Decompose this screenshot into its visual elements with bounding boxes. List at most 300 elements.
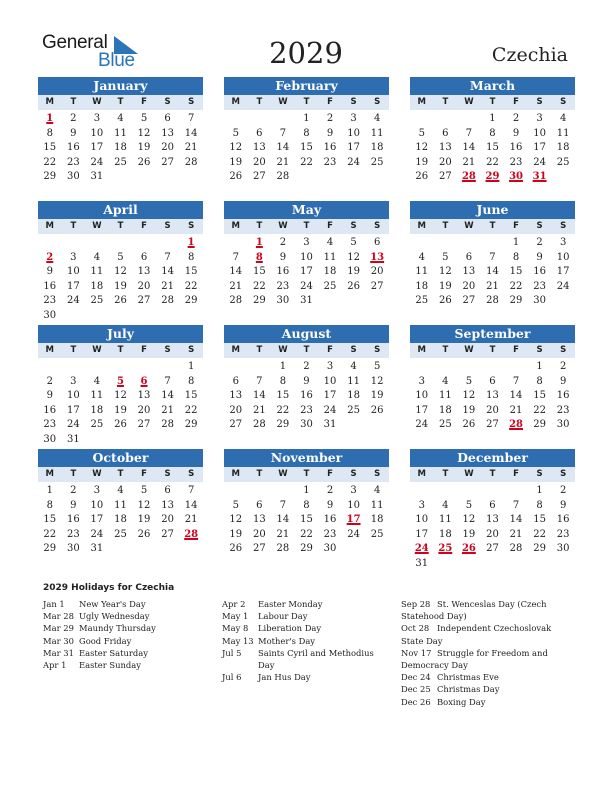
weekday-label: F <box>141 221 147 231</box>
day-cell: 3 <box>70 375 77 387</box>
month-title: July <box>38 325 203 343</box>
day-cell: 29 <box>509 295 523 307</box>
day-cell: 23 <box>300 404 313 416</box>
holiday-date: Apr 2 <box>222 599 246 609</box>
week-row <box>38 309 203 324</box>
week-row <box>410 236 575 251</box>
week-row <box>224 389 389 404</box>
day-cell <box>156 433 180 448</box>
day-cell: 13 <box>462 266 476 278</box>
day-cell: 25 <box>114 156 127 168</box>
day-cell: 14 <box>184 499 198 511</box>
day-cell: 31 <box>415 557 429 569</box>
holiday-entry <box>43 610 213 622</box>
day-cell: 1 <box>303 113 310 124</box>
day-cell: 6 <box>164 113 171 124</box>
day-cell: 5 <box>232 499 239 511</box>
day-cell: 12 <box>415 142 429 154</box>
day-cell: 2 <box>326 113 334 124</box>
day-cell <box>179 170 203 185</box>
day-cell: 14 <box>276 142 290 154</box>
day-cell: 9 <box>536 251 543 263</box>
week-row <box>410 294 575 309</box>
day-cell: 30 <box>323 543 337 555</box>
day-cell: 20 <box>137 404 151 416</box>
day-cell: 10 <box>415 390 429 402</box>
week-row <box>224 404 389 419</box>
day-cell: 2 <box>326 485 334 496</box>
weekday-label: W <box>278 221 288 231</box>
day-cell: 30 <box>556 419 570 431</box>
day-cell: 18 <box>114 514 127 526</box>
day-cell: 8 <box>536 499 543 511</box>
day-cell: 14 <box>509 514 523 526</box>
month-april <box>38 201 203 324</box>
day-cell: 19 <box>462 404 476 416</box>
day-cell <box>156 170 180 185</box>
day-cell: 30 <box>556 543 570 555</box>
day-cell: 25 <box>114 528 127 540</box>
week-row <box>224 156 389 171</box>
day-cell: 7 <box>512 499 520 511</box>
day-cell: 13 <box>486 390 499 402</box>
day-cell: 7 <box>164 375 171 387</box>
month-september <box>410 325 575 433</box>
week-row <box>38 360 203 375</box>
week-row <box>410 542 575 557</box>
day-cell: 4 <box>350 361 357 372</box>
weekday-label: T <box>489 345 496 355</box>
day-cell: 24 <box>533 156 546 168</box>
week-row <box>224 513 389 528</box>
week-row <box>410 557 575 572</box>
day-cell: 29 <box>533 419 546 431</box>
day-cell: 20 <box>370 266 384 278</box>
holiday-date: May 13 <box>222 635 254 646</box>
day-cell: 25 <box>90 295 104 307</box>
day-cell <box>551 294 575 309</box>
weekday-header <box>224 343 389 358</box>
day-cell <box>342 170 366 185</box>
day-cell: 16 <box>323 514 337 526</box>
day-cell: 9 <box>326 499 334 511</box>
day-cell: 3 <box>350 113 357 124</box>
day-cell <box>62 309 86 324</box>
day-cell: 21 <box>184 514 198 526</box>
week-row <box>224 112 389 127</box>
day-cell: 4 <box>559 113 567 124</box>
day-cell: 4 <box>418 251 425 263</box>
week-row <box>224 170 389 185</box>
weekday-label: T <box>117 97 124 107</box>
month-october <box>38 449 203 557</box>
day-cell: 10 <box>300 251 313 263</box>
day-cell: 17 <box>415 528 429 540</box>
day-cell: 27 <box>438 171 452 183</box>
weekday-label: W <box>464 97 474 107</box>
day-cell: 23 <box>509 156 523 168</box>
day-cell: 9 <box>326 127 334 139</box>
weekday-label: M <box>45 345 55 355</box>
day-cell: 12 <box>137 127 151 139</box>
day-cell: 7 <box>187 485 195 496</box>
day-cell <box>504 484 528 499</box>
day-cell: 28 <box>509 543 523 555</box>
weekday-label: S <box>188 97 195 107</box>
day-cell <box>410 484 434 499</box>
day-cell: 6 <box>256 127 263 139</box>
day-cell: 3 <box>418 375 425 387</box>
week-row <box>38 433 203 448</box>
day-cell: 25 <box>415 295 429 307</box>
day-cell: 4 <box>93 375 101 387</box>
holiday-day-cell: 1 <box>187 237 195 248</box>
weekday-label: W <box>92 97 102 107</box>
day-cell <box>365 542 389 557</box>
week-row <box>38 484 203 499</box>
weekday-label: M <box>45 97 55 107</box>
day-cell: 12 <box>229 142 243 154</box>
day-cell: 12 <box>114 266 127 278</box>
day-cell: 6 <box>489 375 496 387</box>
week-row <box>224 375 389 390</box>
day-cell: 3 <box>93 485 101 496</box>
week-row <box>38 294 203 309</box>
day-cell: 22 <box>509 280 523 292</box>
day-cell: 19 <box>370 390 384 402</box>
week-row <box>410 265 575 280</box>
day-cell: 18 <box>323 266 337 278</box>
weekday-label: F <box>327 221 333 231</box>
week-row <box>224 251 389 266</box>
day-cell: 23 <box>276 280 290 292</box>
holiday-name: Independent Czechoslovak State Day <box>401 623 552 646</box>
week-row <box>38 404 203 419</box>
weekday-header <box>38 219 203 234</box>
weekday-header <box>224 219 389 234</box>
day-cell: 29 <box>43 171 57 183</box>
day-cell: 24 <box>66 295 80 307</box>
day-cell: 16 <box>323 142 337 154</box>
day-cell: 9 <box>70 127 77 139</box>
day-cell: 14 <box>276 514 290 526</box>
day-cell: 19 <box>137 142 151 154</box>
month-june <box>410 201 575 309</box>
week-row <box>38 375 203 390</box>
day-cell <box>481 484 505 499</box>
holiday-day-cell: 17 <box>346 514 361 526</box>
day-cell: 22 <box>43 528 57 540</box>
weekday-label: F <box>141 345 147 355</box>
holiday-name: Jan Hus Day <box>258 672 311 683</box>
month-title: June <box>410 201 575 219</box>
day-cell: 27 <box>486 543 499 555</box>
day-cell: 5 <box>418 127 425 139</box>
weekday-label: T <box>70 345 77 355</box>
day-cell: 29 <box>300 543 313 555</box>
week-row <box>38 156 203 171</box>
weekday-label: M <box>417 345 427 355</box>
week-row <box>224 141 389 156</box>
day-cell <box>365 170 389 185</box>
holiday-entry <box>43 647 213 659</box>
day-cell <box>481 557 505 572</box>
day-cell: 4 <box>93 251 101 263</box>
day-cell: 13 <box>252 142 266 154</box>
day-cell <box>109 542 133 557</box>
day-cell: 9 <box>46 266 53 278</box>
day-cell: 15 <box>276 390 290 402</box>
day-cell: 7 <box>279 127 287 139</box>
week-row <box>38 389 203 404</box>
holiday-name: Easter Monday <box>258 599 323 609</box>
day-cell: 21 <box>252 404 266 416</box>
day-cell: 23 <box>43 419 57 431</box>
day-cell: 16 <box>533 266 546 278</box>
month-title: August <box>224 325 389 343</box>
day-cell: 8 <box>303 499 310 511</box>
day-cell: 14 <box>486 266 499 278</box>
day-cell <box>318 170 342 185</box>
holiday-name: Mother's Day <box>258 635 316 646</box>
day-cell: 24 <box>300 280 313 292</box>
holiday-name: Liberation Day <box>258 623 322 634</box>
day-cell: 25 <box>556 156 570 168</box>
week-row <box>38 236 203 251</box>
weekday-label: F <box>327 469 333 479</box>
weekday-label: F <box>513 469 519 479</box>
day-cell <box>271 112 295 127</box>
weekday-label: M <box>231 345 241 355</box>
holiday-column <box>401 598 571 708</box>
holiday-day-cell: 26 <box>461 543 476 555</box>
week-row <box>224 542 389 557</box>
day-cell: 30 <box>533 295 546 307</box>
day-cell: 13 <box>137 390 151 402</box>
weekday-label: M <box>231 221 241 231</box>
day-cell: 9 <box>46 390 53 402</box>
day-cell: 21 <box>509 528 523 540</box>
day-cell: 13 <box>137 266 151 278</box>
week-row <box>38 141 203 156</box>
day-cell: 15 <box>300 514 313 526</box>
week-row <box>410 404 575 419</box>
holiday-entry <box>222 598 392 610</box>
day-cell: 3 <box>326 361 334 372</box>
day-cell: 22 <box>300 156 313 168</box>
year-title: 2029 <box>269 36 343 70</box>
day-cell: 13 <box>486 514 499 526</box>
day-cell: 28 <box>161 295 174 307</box>
day-cell: 19 <box>415 156 429 168</box>
day-cell: 28 <box>486 295 499 307</box>
day-cell: 20 <box>438 156 452 168</box>
day-cell: 8 <box>279 375 287 387</box>
weekday-header <box>38 467 203 482</box>
weekday-label: F <box>513 97 519 107</box>
day-cell: 21 <box>161 280 174 292</box>
day-cell: 19 <box>462 528 476 540</box>
day-cell: 11 <box>438 390 452 402</box>
week-row <box>410 156 575 171</box>
weekday-header <box>410 343 575 358</box>
day-cell: 23 <box>323 156 337 168</box>
weekday-label: W <box>464 469 474 479</box>
day-cell: 25 <box>370 528 384 540</box>
holiday-name: Maundy Thursday <box>79 623 156 634</box>
day-cell: 17 <box>556 266 570 278</box>
day-cell: 9 <box>303 375 310 387</box>
weekday-label: S <box>560 221 567 231</box>
day-cell <box>551 557 575 572</box>
day-cell <box>504 360 528 375</box>
holiday-date: Oct 28 <box>401 623 430 634</box>
day-cell: 13 <box>161 127 174 139</box>
day-cell: 7 <box>164 251 171 263</box>
day-cell: 11 <box>556 127 570 139</box>
day-cell: 5 <box>373 361 381 372</box>
day-cell <box>179 542 203 557</box>
day-cell: 26 <box>137 156 151 168</box>
day-cell <box>109 236 133 251</box>
week-row <box>224 294 389 309</box>
day-cell: 14 <box>229 266 243 278</box>
day-cell: 21 <box>184 142 198 154</box>
weekday-label: F <box>327 97 333 107</box>
holiday-date: Mar 31 <box>43 647 74 658</box>
week-row <box>38 280 203 295</box>
day-cell: 27 <box>462 295 476 307</box>
day-cell: 11 <box>415 266 429 278</box>
holiday-entry <box>43 659 213 671</box>
day-cell: 12 <box>114 390 127 402</box>
day-cell: 15 <box>300 142 313 154</box>
day-cell <box>224 236 248 251</box>
day-cell <box>410 236 434 251</box>
day-cell: 26 <box>347 280 360 292</box>
day-cell: 20 <box>462 280 476 292</box>
day-cell: 17 <box>347 142 360 154</box>
day-cell: 2 <box>70 113 77 124</box>
day-cell: 16 <box>66 142 80 154</box>
day-cell: 2 <box>559 485 567 496</box>
day-cell: 6 <box>164 485 171 496</box>
weekday-label: M <box>417 221 427 231</box>
day-cell: 28 <box>276 171 290 183</box>
day-cell: 10 <box>533 127 546 139</box>
weekday-label: S <box>350 345 357 355</box>
day-cell: 25 <box>90 419 104 431</box>
day-cell: 10 <box>66 266 80 278</box>
week-row <box>38 170 203 185</box>
weekday-label: M <box>45 469 55 479</box>
day-cell: 16 <box>43 404 57 416</box>
day-cell: 30 <box>300 419 313 431</box>
weekday-label: T <box>489 221 496 231</box>
month-august <box>224 325 389 433</box>
holiday-date: Mar 30 <box>43 635 74 646</box>
day-cell: 11 <box>90 390 104 402</box>
day-cell <box>457 360 481 375</box>
holiday-date: Jul 5 <box>222 647 242 658</box>
day-cell: 8 <box>187 375 195 387</box>
holiday-date: Dec 25 <box>401 684 431 695</box>
weekday-label: T <box>442 345 449 355</box>
holiday-entry <box>43 622 213 634</box>
holiday-date: Mar 28 <box>43 611 74 622</box>
day-cell: 22 <box>533 528 546 540</box>
day-cell: 15 <box>533 390 546 402</box>
day-cell <box>85 309 109 324</box>
weekday-label: S <box>164 221 171 231</box>
holiday-entry <box>401 696 571 708</box>
day-cell: 8 <box>46 499 53 511</box>
week-row <box>410 513 575 528</box>
day-cell: 29 <box>252 295 266 307</box>
day-cell <box>365 294 389 309</box>
day-cell <box>156 236 180 251</box>
day-cell: 16 <box>43 280 57 292</box>
holiday-date: May 1 <box>222 611 249 622</box>
day-cell: 5 <box>117 251 124 263</box>
day-cell: 27 <box>370 280 384 292</box>
weekday-label: S <box>164 469 171 479</box>
day-cell: 12 <box>462 514 476 526</box>
day-cell <box>109 433 133 448</box>
day-cell: 10 <box>347 127 360 139</box>
day-cell <box>528 557 552 572</box>
day-cell: 11 <box>90 266 104 278</box>
weekday-label: S <box>536 469 543 479</box>
week-row <box>38 513 203 528</box>
day-cell: 7 <box>256 375 263 387</box>
day-cell: 22 <box>252 280 266 292</box>
holiday-entry <box>222 671 392 683</box>
day-cell <box>504 557 528 572</box>
weekday-label: W <box>92 469 102 479</box>
day-cell: 20 <box>252 156 266 168</box>
weekday-label: S <box>374 221 381 231</box>
day-cell: 10 <box>66 390 80 402</box>
day-cell: 18 <box>370 142 384 154</box>
day-cell: 5 <box>232 127 239 139</box>
day-cell: 18 <box>90 404 104 416</box>
day-cell: 16 <box>509 142 523 154</box>
day-cell <box>434 484 458 499</box>
day-cell: 31 <box>300 295 313 307</box>
day-cell: 9 <box>70 499 77 511</box>
day-cell <box>410 112 434 127</box>
holiday-name: Struggle for Freedom and Democracy Day <box>401 647 548 671</box>
month-title: February <box>224 77 389 95</box>
day-cell <box>85 236 109 251</box>
day-cell: 22 <box>486 156 499 168</box>
day-cell: 23 <box>556 528 570 540</box>
day-cell: 26 <box>438 295 452 307</box>
day-cell: 23 <box>556 404 570 416</box>
day-cell: 5 <box>465 375 473 387</box>
day-cell: 5 <box>140 113 148 124</box>
weekday-header <box>410 467 575 482</box>
day-cell: 18 <box>438 528 452 540</box>
day-cell: 17 <box>66 404 80 416</box>
day-cell: 6 <box>232 375 239 387</box>
day-cell: 2 <box>303 361 310 372</box>
weekday-label: S <box>536 221 543 231</box>
holiday-date: Dec 24 <box>401 672 431 683</box>
holiday-day-cell: 5 <box>116 375 124 387</box>
day-cell: 6 <box>373 237 381 248</box>
